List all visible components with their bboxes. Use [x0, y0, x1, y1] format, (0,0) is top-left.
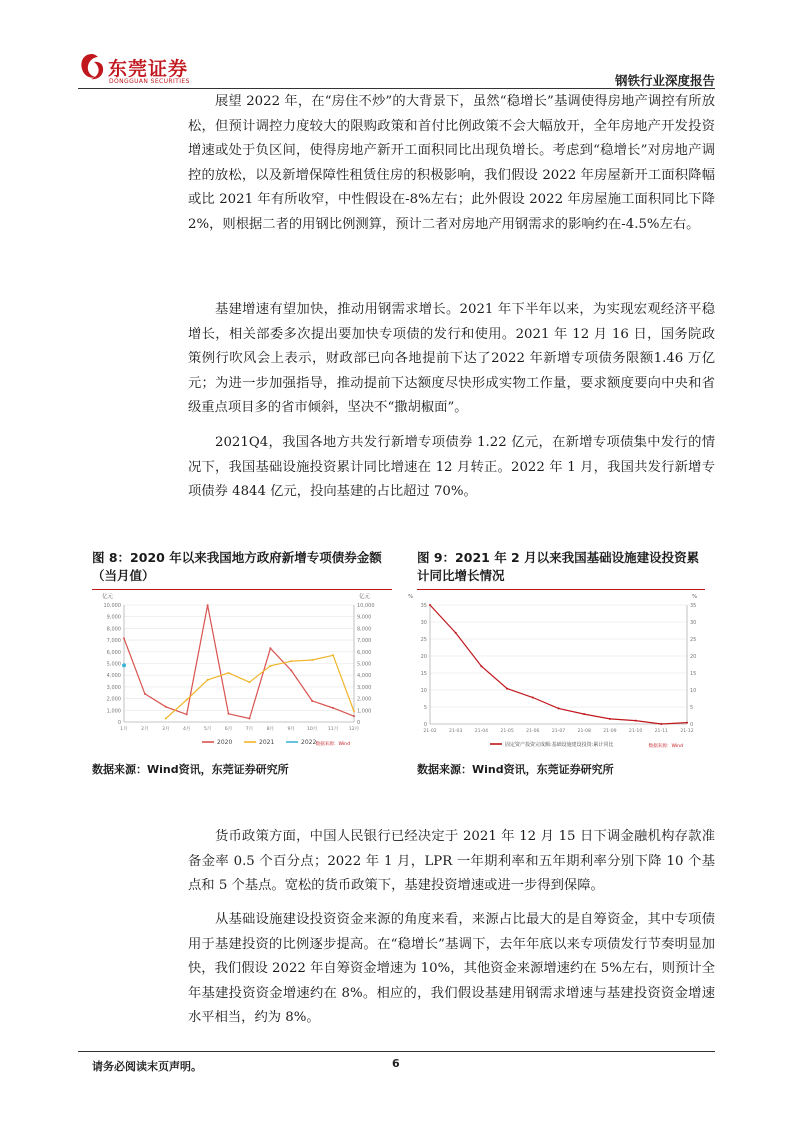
fig8-point-2020 [248, 717, 250, 719]
fig8-y-tick-left: 2,000 [106, 696, 121, 703]
fig8-x-tick: 5月 [203, 727, 212, 732]
fig8-y-tick-right: 5,000 [357, 661, 372, 668]
paragraph-funding-sources: 从基础设施建设投资资金来源的角度来看，来源占比最大的是自筹资金，其中专项债用于基建投资的比例逐步提高。在“稳增长”基调下，去年年底以来专项债发行节奏明显加快，我们假设 2022 年自筹资金增速为 10%，其他资金来源增速约在 5%左右，则预计全年基建投资资金增速约在 8%。相应的，我们假设基建用钢需求增速与基建投资资金增速水平相当，约为 8%。 [188, 912, 715, 1026]
figure-8-source: 数据来源：Wind资讯，东莞证券研究所 [92, 763, 289, 776]
fig9-x-tick: 21-12 [680, 729, 694, 734]
fig8-point-2020 [123, 637, 125, 639]
fig9-point-固定资产投资完成额:基础设施建设投资:累计同比 [455, 632, 457, 634]
fig9-y-tick-left: 20 [420, 654, 427, 660]
fig9-x-tick: 21-06 [526, 729, 540, 734]
fig9-point-固定资产投资完成额:基础设施建设投资:累计同比 [480, 665, 482, 667]
fig8-y-tick-left: 1,000 [106, 708, 121, 715]
fig9-x-tick: 21-09 [603, 729, 617, 734]
fig8-point-2022 [122, 663, 126, 667]
figure-8-divider [92, 589, 392, 590]
fig8-x-tick: 4月 [182, 727, 191, 732]
company-name: 东莞证券 [108, 58, 189, 80]
fig9-y-tick-right: 30 [690, 620, 697, 626]
fig8-y-tick-right: 4,000 [357, 673, 372, 680]
fig9-point-固定资产投资完成额:基础设施建设投资:累计同比 [558, 707, 560, 709]
figure-9-title: 图 9：2021 年 2 月以来我国基础设施建设投资累计同比增长情况 [417, 550, 700, 583]
fig8-unit-right: 亿元 [359, 594, 371, 600]
fig9-y-tick-left: 25 [420, 637, 427, 643]
fig8-point-2020 [144, 693, 146, 695]
fig8-point-2020 [228, 713, 230, 715]
fig9-x-tick: 21-05 [500, 729, 514, 734]
fig9-unit-left: % [408, 594, 414, 600]
fig8-y-tick-left: 3,000 [106, 684, 121, 691]
fig8-point-2021 [269, 665, 271, 667]
fig8-point-2021 [332, 654, 334, 656]
fig8-legend-label: 2021 [259, 739, 275, 747]
fig8-y-tick-right: 9,000 [357, 614, 372, 621]
fig8-point-2020 [207, 604, 209, 606]
fig9-x-tick: 21-02 [423, 729, 437, 734]
fig9-y-tick-left: 0 [423, 722, 427, 728]
fig9-point-固定资产投资完成额:基础设施建设投资:累计同比 [635, 720, 637, 722]
fig8-y-tick-right: 0 [357, 720, 361, 726]
fig9-y-tick-left: 30 [420, 620, 427, 626]
fig9-y-tick-left: 15 [420, 671, 427, 677]
footer-divider [78, 1051, 715, 1052]
company-name-en: DONGGUAN SECURITIES [109, 78, 190, 85]
fig9-point-固定资产投资完成额:基础设施建设投资:累计同比 [583, 713, 585, 715]
fig8-x-tick: 11月 [327, 727, 339, 732]
fig8-y-tick-left: 7,000 [106, 638, 121, 645]
fig9-x-tick: 21-07 [551, 729, 566, 734]
fig8-y-tick-left: 5,000 [106, 661, 121, 668]
fig8-y-tick-right: 6,000 [357, 649, 372, 656]
fig8-point-2021 [353, 710, 355, 712]
fig8-y-tick-left: 6,000 [106, 649, 121, 656]
fig8-x-tick: 8月 [266, 727, 275, 732]
fig9-point-固定资产投资完成额:基础设施建设投资:累计同比 [609, 718, 611, 720]
fig8-point-2020 [165, 706, 167, 708]
fig8-x-tick: 1月 [120, 727, 128, 732]
fig8-y-tick-left: 9,000 [106, 614, 121, 621]
fig9-footnote: 数据来源：Wind [648, 744, 683, 749]
fig9-unit-right: % [692, 594, 698, 600]
fig8-point-2021 [186, 699, 188, 701]
fig9-legend-label: 固定资产投资完成额:基础设施建设投资:累计同比 [505, 742, 614, 749]
figure-9-divider [417, 589, 705, 590]
fig9-y-tick-right: 25 [690, 637, 697, 643]
disclaimer-note: 请务必阅读末页声明。 [92, 1060, 202, 1073]
fig8-unit-left: 亿元 [102, 594, 114, 600]
paragraph-special-bonds: 2021Q4，我国各地方共发行新增专项债券 1.22 亿元，在新增专项债集中发行的情况下，我国基础设施投资累计同比增速在 12 月转正。2022 年 1 月，我国共发行新增专项债券 4844 亿元，投向基建的占比超过 70%。 [188, 435, 715, 500]
fig9-y-tick-right: 5 [690, 705, 694, 711]
fig8-point-2021 [207, 679, 209, 681]
fig9-y-tick-right: 10 [690, 688, 697, 694]
fig8-point-2021 [165, 717, 167, 719]
fig8-y-tick-right: 1,000 [357, 708, 372, 715]
fig8-x-tick: 2月 [141, 727, 149, 732]
fig8-y-tick-right: 7,000 [357, 638, 372, 645]
fig9-y-tick-left: 10 [420, 688, 427, 694]
fig8-point-2020 [332, 707, 334, 709]
fig8-point-2020 [269, 647, 271, 649]
fig8-point-2021 [248, 681, 250, 683]
fig8-footnote: 数据来源：Wind [315, 742, 350, 747]
fig8-point-2020 [353, 715, 355, 717]
fig8-x-tick: 7月 [245, 727, 254, 732]
fig9-y-tick-right: 15 [690, 671, 697, 677]
header-divider [78, 88, 715, 89]
figure-8-title: 图 8：2020 年以来我国地方政府新增专项债券金额（当月值） [92, 550, 382, 583]
fig9-x-tick: 21-11 [654, 729, 668, 734]
fig8-point-2021 [290, 660, 292, 662]
paragraph-infrastructure: 基建增速有望加快，推动用钢需求增长。2021 年下半年以来，为实现宏观经济平稳增长，相关部委多次提出要加快专项债的发行和使用。2021 年 12 月 16 日，国务院政策例行吹风会上表示，财政部已向各地提前下达了2022 年新增专项债务限额1.46 万亿元；为进一步加强指导，推动提前下达额度尽快形成实物工作量，要求额度要向中央和省级重点项目多的省市倾斜，坚决不“撒胡椒面”。 [188, 302, 715, 416]
fig8-y-tick-left: 8,000 [106, 626, 121, 633]
figure-9-source: 数据来源：Wind资讯，东莞证券研究所 [417, 763, 614, 776]
fig8-point-2021 [311, 659, 313, 661]
company-logo [78, 52, 218, 92]
figure-8-chart [92, 591, 392, 755]
fig9-point-固定资产投资完成额:基础设施建设投资:累计同比 [506, 688, 508, 690]
fig9-point-固定资产投资完成额:基础设施建设投资:累计同比 [660, 723, 662, 725]
fig8-y-tick-right: 3,000 [357, 684, 372, 691]
fig9-y-tick-left: 5 [423, 705, 427, 711]
fig9-x-tick: 21-04 [474, 729, 489, 734]
fig8-y-tick-left: 0 [117, 720, 121, 726]
fig9-series-line-固定资产投资完成额:基础设施建设投资:累计同比 [430, 605, 687, 724]
fig8-y-tick-right: 2,000 [357, 696, 372, 703]
fig9-y-tick-left: 35 [420, 603, 427, 609]
fig9-point-固定资产投资完成额:基础设施建设投资:累计同比 [532, 696, 534, 698]
report-type: 钢铁行业深度报告 [614, 73, 715, 88]
fig8-legend-label: 2022 [301, 739, 317, 747]
fig8-x-tick: 9月 [287, 727, 296, 732]
fig8-x-tick: 12月 [348, 727, 360, 732]
fig8-y-tick-right: 8,000 [357, 626, 372, 633]
fig8-y-tick-left: 4,000 [106, 673, 121, 680]
fig8-y-tick-right: 10,000 [357, 603, 375, 609]
paragraph-real-estate: 展望 2022 年，在“房住不炒”的大背景下，虽然“稳增长”基调使得房地产调控有所放松，但预计调控力度较大的限购政策和首付比例政策不会大幅放开，全年房地产开发投资增速或处于负区间，使得房地产新开工面积同比出现负增长。考虑到“稳增长”对房地产调控的放松，以及新增保障性租赁住房的积极影响，我们假设 2022 年房屋新开工面积降幅或比 2021 年有所收窄，中性假设在-8%左右；此外假设 2022 年房屋施工面积同比下降 2%，则根据二者的用钢比例测算，预计二者对房地产用钢需求的影响约在-4.5%左右。 [188, 94, 715, 232]
fig9-y-tick-right: 20 [690, 654, 697, 660]
fig9-x-tick: 21-08 [577, 729, 591, 734]
fig8-point-2021 [228, 672, 230, 674]
fig9-x-tick: 21-03 [449, 729, 463, 734]
fig8-series-line-2020 [124, 605, 354, 718]
fig8-point-2020 [290, 670, 292, 672]
fig9-point-固定资产投资完成额:基础设施建设投资:累计同比 [429, 604, 431, 606]
fig8-x-tick: 10月 [306, 727, 318, 732]
fig8-x-tick: 3月 [162, 727, 170, 732]
fig8-point-2020 [311, 700, 313, 702]
logo-emblem-icon [78, 52, 106, 82]
fig9-y-tick-right: 35 [690, 603, 697, 609]
fig9-x-tick: 21-10 [628, 729, 643, 734]
fig8-point-2020 [186, 713, 188, 715]
paragraph-monetary-policy: 货币政策方面，中国人民银行已经决定于 2021 年 12 月 15 日下调金融机构存款准备金率 0.5 个百分点；2022 年 1 月，LPR 一年期利率和五年期利率分别下降 10 个基点和 5 个基点。宽松的货币政策下，基建投资增速或进一步得到保障。 [188, 829, 715, 894]
fig8-legend-label: 2020 [217, 739, 233, 747]
figure-9-chart [408, 591, 705, 755]
fig9-point-固定资产投资完成额:基础设施建设投资:累计同比 [686, 722, 688, 724]
fig9-y-tick-right: 0 [690, 722, 694, 728]
page-number: 6 [392, 1057, 400, 1070]
fig8-y-tick-left: 10,000 [103, 603, 121, 609]
fig8-x-tick: 6月 [224, 727, 233, 732]
